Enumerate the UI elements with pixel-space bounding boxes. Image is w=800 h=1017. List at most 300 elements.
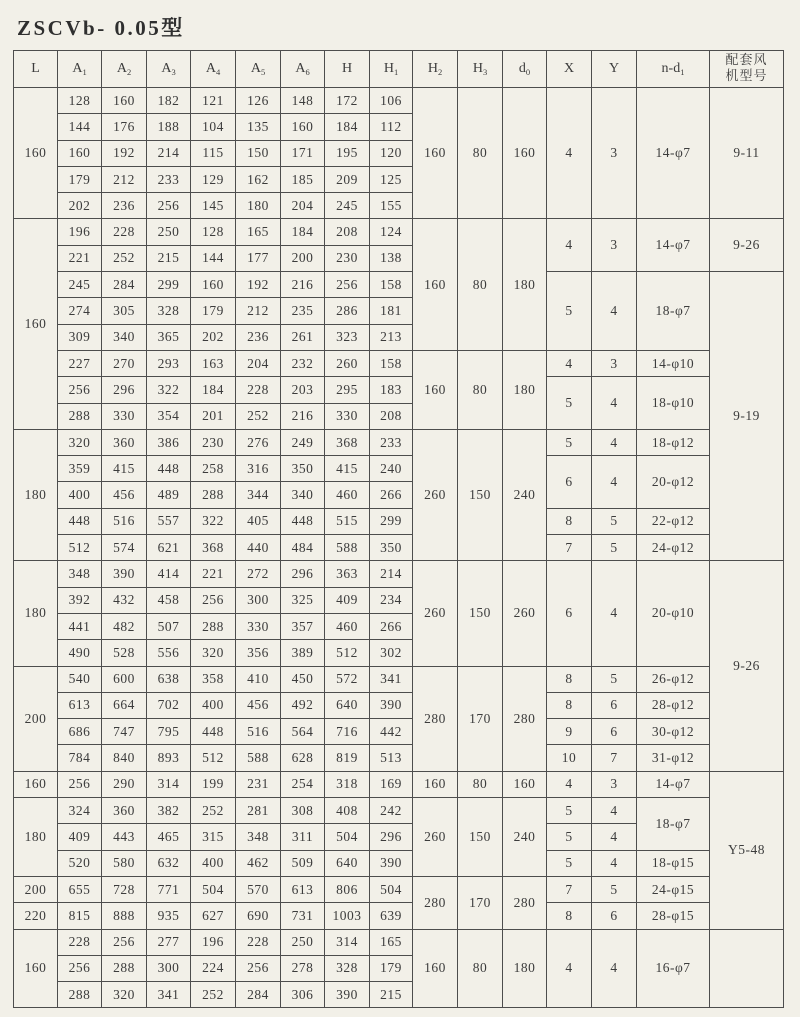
- table-cell: 184: [325, 114, 370, 140]
- table-cell: 5: [547, 798, 592, 824]
- col-header-label: Y: [608, 60, 620, 76]
- table-cell: 840: [102, 745, 147, 771]
- table-cell: 490: [58, 640, 102, 666]
- table-cell: 390: [370, 692, 413, 718]
- table-cell: 181: [370, 298, 413, 324]
- table-cell: 9-26: [710, 561, 784, 771]
- table-cell: 572: [325, 666, 370, 692]
- table-cell: 448: [191, 719, 236, 745]
- table-cell: 702: [147, 692, 191, 718]
- table-cell: 192: [102, 140, 147, 166]
- table-cell: 220: [14, 903, 58, 929]
- table-cell: 214: [147, 140, 191, 166]
- table-cell: 28-φ12: [637, 692, 710, 718]
- table-row: [14, 719, 784, 745]
- table-cell: 125: [370, 166, 413, 192]
- table-cell: 4: [592, 798, 637, 824]
- table-cell: 22-φ12: [637, 508, 710, 534]
- table-cell: 192: [236, 272, 281, 298]
- table-cell: 330: [325, 403, 370, 429]
- table-cell: 112: [370, 114, 413, 140]
- table-cell: 172: [325, 88, 370, 114]
- table-cell: 252: [236, 403, 281, 429]
- table-row: [14, 219, 784, 245]
- table-cell: 256: [325, 272, 370, 298]
- table-cell: 409: [58, 824, 102, 850]
- table-cell: 9-19: [710, 272, 784, 561]
- table-cell: 341: [147, 982, 191, 1008]
- table-cell: 344: [236, 482, 281, 508]
- table-cell: 8: [547, 508, 592, 534]
- table-cell: 204: [281, 193, 325, 219]
- table-cell: 260: [413, 798, 458, 877]
- table-cell: 212: [102, 166, 147, 192]
- table-cell: 415: [102, 456, 147, 482]
- table-cell: 14-φ10: [637, 350, 710, 376]
- col-header-nd1: [637, 51, 710, 88]
- table-cell: 484: [281, 535, 325, 561]
- table-cell: 224: [191, 955, 236, 981]
- table-cell: 150: [458, 798, 503, 877]
- table-cell: 771: [147, 876, 191, 902]
- table-cell: 300: [147, 955, 191, 981]
- table-cell: 258: [191, 456, 236, 482]
- table-cell: 293: [147, 350, 191, 376]
- col-header-X: [547, 51, 592, 88]
- table-cell: 126: [236, 88, 281, 114]
- table-cell: 20-φ10: [637, 561, 710, 666]
- col-header-d0: [503, 51, 547, 88]
- table-cell: 465: [147, 824, 191, 850]
- col-header-A5: [236, 51, 281, 88]
- table-cell: 4: [592, 272, 637, 351]
- table-cell: 348: [58, 561, 102, 587]
- table-cell: 256: [58, 377, 102, 403]
- table-cell: 325: [281, 587, 325, 613]
- table-cell: 277: [147, 929, 191, 955]
- table-cell: 160: [102, 88, 147, 114]
- table-cell: 145: [191, 193, 236, 219]
- table-cell: 24-φ12: [637, 535, 710, 561]
- table-cell: 795: [147, 719, 191, 745]
- table-cell: 588: [236, 745, 281, 771]
- table-cell: 215: [370, 982, 413, 1008]
- table-cell: 104: [191, 114, 236, 140]
- col-header-label: H: [383, 60, 394, 76]
- table-cell: 288: [191, 482, 236, 508]
- table-cell: 613: [281, 876, 325, 902]
- page-title: ZSCVb- 0.05型: [17, 16, 185, 40]
- table-cell: 120: [370, 140, 413, 166]
- table-cell: 4: [592, 929, 637, 1008]
- table-cell: 160: [14, 219, 58, 429]
- table-cell: [710, 929, 784, 1008]
- table-cell: 180: [14, 561, 58, 666]
- table-cell: 5: [547, 377, 592, 430]
- table-cell: 196: [191, 929, 236, 955]
- table-cell: 664: [102, 692, 147, 718]
- table-cell: 160: [281, 114, 325, 140]
- table-cell: 504: [325, 824, 370, 850]
- col-header-label: X: [563, 60, 575, 76]
- table-cell: 124: [370, 219, 413, 245]
- table-cell: 8: [547, 903, 592, 929]
- table-cell: 18-φ7: [637, 272, 710, 351]
- table-cell: 216: [281, 272, 325, 298]
- table-cell: 462: [236, 850, 281, 876]
- table-cell: 31-φ12: [637, 745, 710, 771]
- table-cell: 115: [191, 140, 236, 166]
- table-cell: 160: [413, 219, 458, 350]
- table-cell: 179: [370, 955, 413, 981]
- col-header-label: A: [116, 60, 127, 76]
- table-cell: 570: [236, 876, 281, 902]
- table-cell: 350: [281, 456, 325, 482]
- table-cell: 368: [325, 429, 370, 455]
- table-cell: 240: [370, 456, 413, 482]
- table-cell: 242: [370, 798, 413, 824]
- spec-table: [13, 50, 784, 1008]
- table-cell: 171: [281, 140, 325, 166]
- table-cell: 288: [191, 613, 236, 639]
- table-cell: 135: [236, 114, 281, 140]
- table-row: [14, 456, 784, 482]
- table-row: [14, 903, 784, 929]
- table-cell: 4: [547, 929, 592, 1008]
- table-row: [14, 561, 784, 587]
- table-cell: 520: [58, 850, 102, 876]
- table-cell: 330: [102, 403, 147, 429]
- col-header-label: d: [518, 60, 526, 76]
- table-cell: 638: [147, 666, 191, 692]
- table-cell: 784: [58, 745, 102, 771]
- table-cell: 256: [147, 193, 191, 219]
- table-cell: 528: [102, 640, 147, 666]
- table-cell: 356: [236, 640, 281, 666]
- table-cell: 234: [370, 587, 413, 613]
- table-cell: 382: [147, 798, 191, 824]
- col-header-A4: [191, 51, 236, 88]
- table-cell: 516: [102, 508, 147, 534]
- table-cell: 4: [547, 350, 592, 376]
- table-cell: 460: [325, 482, 370, 508]
- table-cell: 213: [370, 324, 413, 350]
- table-cell: 121: [191, 88, 236, 114]
- table-cell: 80: [458, 771, 503, 797]
- col-header-subscript: 0: [525, 66, 531, 77]
- table-cell: 180: [14, 429, 58, 560]
- table-cell: 414: [147, 561, 191, 587]
- table-cell: 80: [458, 350, 503, 429]
- table-cell: 299: [370, 508, 413, 534]
- table-cell: 179: [191, 298, 236, 324]
- table-cell: 580: [102, 850, 147, 876]
- table-cell: 150: [458, 429, 503, 560]
- table-cell: 627: [191, 903, 236, 929]
- table-cell: 180: [503, 350, 547, 429]
- table-cell: 20-φ12: [637, 456, 710, 509]
- table-row: [14, 692, 784, 718]
- table-cell: 24-φ15: [637, 876, 710, 902]
- table-cell: 155: [370, 193, 413, 219]
- col-header-subscript: 3: [171, 66, 176, 77]
- table-cell: 557: [147, 508, 191, 534]
- col-header-subscript: 1: [680, 66, 685, 77]
- table-cell: 150: [458, 561, 503, 666]
- col-header-H1: [370, 51, 413, 88]
- table-cell: 208: [370, 403, 413, 429]
- table-cell: 160: [14, 88, 58, 219]
- table-cell: 165: [236, 219, 281, 245]
- table-cell: 5: [592, 666, 637, 692]
- table-cell: 320: [58, 429, 102, 455]
- table-cell: 150: [236, 140, 281, 166]
- table-cell: 240: [503, 798, 547, 877]
- col-header-label: H: [341, 60, 353, 76]
- col-header-H3: [458, 51, 503, 88]
- table-cell: 368: [191, 535, 236, 561]
- table-cell: 296: [102, 377, 147, 403]
- table-cell: 128: [58, 88, 102, 114]
- table-cell: 311: [281, 824, 325, 850]
- table-cell: 170: [458, 666, 503, 771]
- table-cell: 165: [370, 929, 413, 955]
- table-cell: 233: [370, 429, 413, 455]
- table-cell: 160: [503, 88, 547, 219]
- col-header-label: A: [250, 60, 261, 76]
- table-cell: 5: [547, 429, 592, 455]
- table-cell: 6: [592, 903, 637, 929]
- table-cell: 330: [236, 613, 281, 639]
- table-cell: 323: [325, 324, 370, 350]
- table-cell: 288: [58, 982, 102, 1008]
- table-cell: 160: [413, 771, 458, 797]
- table-cell: 180: [503, 929, 547, 1008]
- col-header-subscript: 6: [305, 66, 310, 77]
- table-cell: 204: [236, 350, 281, 376]
- table-cell: 202: [191, 324, 236, 350]
- table-cell: 170: [458, 876, 503, 929]
- table-cell: 448: [147, 456, 191, 482]
- table-cell: 632: [147, 850, 191, 876]
- table-cell: 148: [281, 88, 325, 114]
- table-cell: 6: [547, 561, 592, 666]
- table-cell: 489: [147, 482, 191, 508]
- table-cell: 806: [325, 876, 370, 902]
- table-cell: 14-φ7: [637, 219, 710, 272]
- table-cell: 280: [413, 666, 458, 771]
- table-cell: 176: [102, 114, 147, 140]
- table-cell: 316: [236, 456, 281, 482]
- table-cell: 350: [370, 535, 413, 561]
- table-cell: 354: [147, 403, 191, 429]
- col-header-A3: [147, 51, 191, 88]
- col-header-label: n-d: [661, 60, 681, 76]
- table-cell: 389: [281, 640, 325, 666]
- table-cell: 182: [147, 88, 191, 114]
- table-cell: 274: [58, 298, 102, 324]
- table-cell: 302: [370, 640, 413, 666]
- table-cell: 400: [58, 482, 102, 508]
- table-cell: 160: [413, 88, 458, 219]
- table-cell: 5: [547, 850, 592, 876]
- table-cell: 106: [370, 88, 413, 114]
- table-cell: 328: [325, 955, 370, 981]
- table-cell: 300: [236, 587, 281, 613]
- table-cell: 4: [592, 429, 637, 455]
- table-cell: 230: [325, 245, 370, 271]
- table-cell: 3: [592, 771, 637, 797]
- table-cell: 4: [592, 824, 637, 850]
- table-cell: 284: [102, 272, 147, 298]
- table-cell: 3: [592, 219, 637, 272]
- table-cell: 731: [281, 903, 325, 929]
- table-cell: 184: [281, 219, 325, 245]
- table-cell: 221: [58, 245, 102, 271]
- spec-table-body: [14, 88, 784, 1008]
- table-cell: 18-φ12: [637, 429, 710, 455]
- table-cell: 209: [325, 166, 370, 192]
- table-cell: 288: [102, 955, 147, 981]
- table-cell: 235: [281, 298, 325, 324]
- table-cell: 728: [102, 876, 147, 902]
- table-cell: 281: [236, 798, 281, 824]
- table-cell: 314: [147, 771, 191, 797]
- header-row: [14, 51, 784, 88]
- table-cell: 4: [547, 88, 592, 219]
- table-cell: 360: [102, 798, 147, 824]
- table-cell: 357: [281, 613, 325, 639]
- table-cell: 233: [147, 166, 191, 192]
- table-cell: 276: [236, 429, 281, 455]
- table-cell: 328: [147, 298, 191, 324]
- table-cell: 18-φ7: [637, 798, 710, 851]
- table-cell: 260: [325, 350, 370, 376]
- table-cell: 392: [58, 587, 102, 613]
- table-row: [14, 798, 784, 824]
- table-cell: 160: [58, 140, 102, 166]
- table-cell: 5: [592, 535, 637, 561]
- table-cell: 509: [281, 850, 325, 876]
- table-cell: 296: [281, 561, 325, 587]
- table-row: [14, 771, 784, 797]
- table-row: [14, 377, 784, 403]
- table-cell: 245: [58, 272, 102, 298]
- table-cell: 3: [592, 350, 637, 376]
- table-cell: 26-φ12: [637, 666, 710, 692]
- table-cell: 160: [14, 771, 58, 797]
- table-cell: 358: [191, 666, 236, 692]
- table-cell: 4: [592, 377, 637, 430]
- table-cell: 405: [236, 508, 281, 534]
- table-cell: 260: [413, 429, 458, 560]
- table-cell: 195: [325, 140, 370, 166]
- table-cell: 482: [102, 613, 147, 639]
- table-cell: 448: [58, 508, 102, 534]
- table-row: [14, 929, 784, 955]
- table-cell: 183: [370, 377, 413, 403]
- table-cell: 460: [325, 613, 370, 639]
- table-cell: 5: [547, 824, 592, 850]
- table-cell: 888: [102, 903, 147, 929]
- table-cell: 320: [191, 640, 236, 666]
- table-cell: 348: [236, 824, 281, 850]
- table-cell: 158: [370, 350, 413, 376]
- table-cell: 270: [102, 350, 147, 376]
- table-cell: 504: [191, 876, 236, 902]
- table-cell: 228: [102, 219, 147, 245]
- table-cell: 160: [503, 771, 547, 797]
- table-cell: 256: [191, 587, 236, 613]
- table-cell: 202: [58, 193, 102, 219]
- table-cell: 655: [58, 876, 102, 902]
- table-cell: 250: [281, 929, 325, 955]
- table-cell: 200: [14, 666, 58, 771]
- table-cell: 216: [281, 403, 325, 429]
- table-cell: 4: [547, 219, 592, 272]
- table-cell: 236: [102, 193, 147, 219]
- table-cell: 4: [547, 771, 592, 797]
- table-cell: 284: [236, 982, 281, 1008]
- table-cell: 6: [592, 692, 637, 718]
- table-cell: 819: [325, 745, 370, 771]
- table-cell: 441: [58, 613, 102, 639]
- table-cell: 320: [102, 982, 147, 1008]
- table-cell: 240: [503, 429, 547, 560]
- col-header-fan: [710, 51, 784, 88]
- table-cell: 6: [592, 719, 637, 745]
- table-row: [14, 429, 784, 455]
- col-header-H: [325, 51, 370, 88]
- table-cell: 747: [102, 719, 147, 745]
- table-cell: 162: [236, 166, 281, 192]
- table-row: [14, 272, 784, 298]
- table-cell: 443: [102, 824, 147, 850]
- table-cell: 185: [281, 166, 325, 192]
- table-cell: 360: [102, 429, 147, 455]
- col-header-subscript: 3: [482, 66, 488, 77]
- col-header-subscript: 1: [393, 66, 399, 77]
- table-cell: 512: [325, 640, 370, 666]
- table-cell: 308: [281, 798, 325, 824]
- table-cell: 409: [325, 587, 370, 613]
- table-cell: 365: [147, 324, 191, 350]
- table-cell: 504: [370, 876, 413, 902]
- table-cell: 556: [147, 640, 191, 666]
- table-cell: 144: [191, 245, 236, 271]
- col-header-label: A: [161, 60, 172, 76]
- table-cell: 7: [547, 876, 592, 902]
- table-cell: 14-φ7: [637, 88, 710, 219]
- table-row: [14, 745, 784, 771]
- table-cell: 8: [547, 666, 592, 692]
- table-cell: 214: [370, 561, 413, 587]
- table-cell: 8: [547, 692, 592, 718]
- table-cell: 260: [413, 561, 458, 666]
- table-cell: 80: [458, 929, 503, 1008]
- table-cell: 315: [191, 824, 236, 850]
- table-cell: 324: [58, 798, 102, 824]
- table-cell: 690: [236, 903, 281, 929]
- table-cell: 363: [325, 561, 370, 587]
- table-cell: 266: [370, 482, 413, 508]
- table-cell: 280: [503, 876, 547, 929]
- table-cell: 196: [58, 219, 102, 245]
- table-cell: 256: [236, 955, 281, 981]
- table-cell: 540: [58, 666, 102, 692]
- table-cell: 340: [281, 482, 325, 508]
- table-cell: 228: [58, 929, 102, 955]
